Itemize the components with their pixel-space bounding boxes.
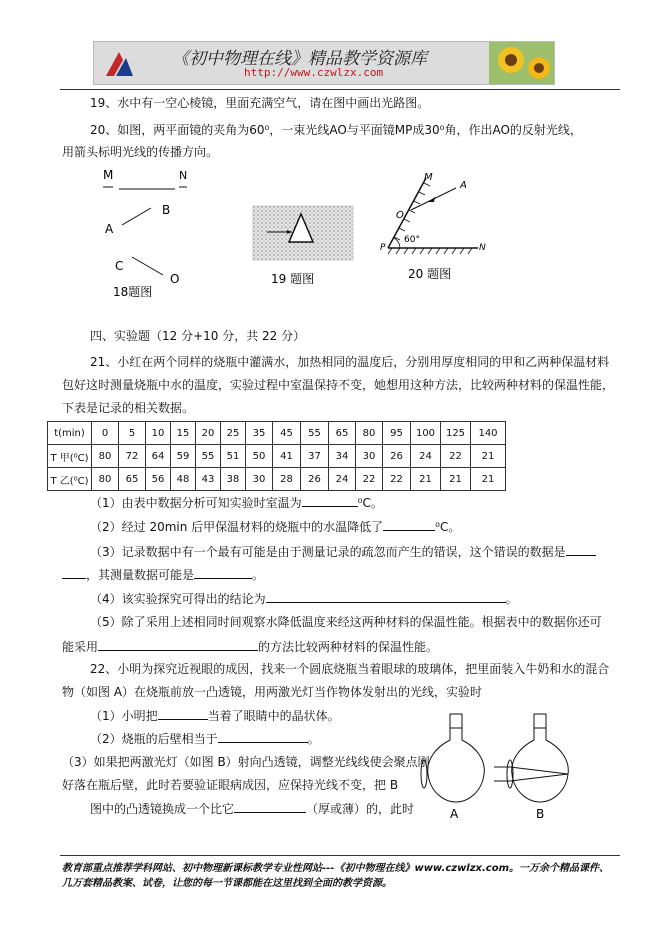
flask-b: [494, 714, 568, 802]
table-cell: 38: [221, 468, 246, 491]
answer-blank[interactable]: [158, 707, 208, 720]
figure-19: [245, 202, 365, 292]
table-cell: 55: [301, 422, 329, 445]
figure-label-b: B: [536, 807, 545, 821]
question-22-line2: 物（如图 A）在烧瓶前放一凸透镜，用两激光灯当作物体发射出的光线，实验时: [62, 685, 483, 699]
table-cell: 80: [92, 445, 119, 468]
table-cell: 30: [356, 445, 383, 468]
table-row-label: T 乙(⁰C): [48, 468, 92, 491]
q21-part2: （2）经过 20min 后甲保温材料的烧瓶中的水温降低了 ⁰C。: [90, 520, 461, 534]
table-cell: 125: [441, 422, 471, 445]
question-19: 19、水中有一空心棱镜，里面充满空气，请在图中画出光路图。: [90, 96, 430, 110]
table-cell: 35: [246, 422, 273, 445]
table-cell: 10: [146, 422, 171, 445]
table-cell: 48: [171, 468, 196, 491]
figure-flasks: [418, 712, 588, 822]
q21-part1: （1）由表中数据分析可知实验时室温为 ⁰C。: [90, 496, 383, 510]
header-rule: [60, 89, 620, 90]
site-logo-icon: [102, 46, 136, 80]
fig20-label-p: P: [380, 243, 386, 253]
q21-part5-line2: 能采用 的方法比较两种材料的保温性能。: [62, 640, 439, 654]
table-cell: 80: [92, 468, 119, 491]
table-cell: 64: [146, 445, 171, 468]
fig18-label-b: B: [162, 203, 171, 217]
table-cell: 22: [356, 468, 383, 491]
table-cell: 21: [471, 445, 506, 468]
table-cell: 24: [411, 445, 441, 468]
temperature-table: [47, 421, 506, 491]
table-cell: 25: [221, 422, 246, 445]
table-cell: 65: [329, 422, 356, 445]
flask-a-neck: [450, 714, 462, 728]
answer-blank[interactable]: [234, 800, 306, 813]
banner-url: http://www.czwlzx.com: [244, 66, 384, 79]
fig18-label-c: C: [115, 259, 124, 273]
footer-rule: [60, 855, 620, 856]
table-cell: 24: [329, 468, 356, 491]
table-cell: 41: [273, 445, 301, 468]
table-header-row: [48, 422, 506, 445]
page-footer: [62, 861, 622, 891]
q21-part3-line1: （3）记录数据中有一个最有可能是由于测量记录的疏忽而产生的错误，这个错误的数据是: [90, 543, 596, 560]
q22-part3-line2: 好落在瓶后壁，此时若要验证眼病成因，应保持光线不变，把 B: [62, 778, 399, 792]
table-cell: 20: [196, 422, 221, 445]
table-row-yi: [48, 468, 506, 491]
table-cell: 21: [411, 468, 441, 491]
table-header-label: t(min): [48, 422, 92, 445]
fig20-label-o: O: [396, 210, 404, 221]
q21-part4: （4）该实验探究可得出的结论为 。: [90, 592, 518, 606]
answer-blank[interactable]: [566, 543, 596, 556]
table-cell: 45: [273, 422, 301, 445]
table-cell: 30: [246, 468, 273, 491]
q22-part3-line1: （3）如果把两激光灯（如图 B）射向凸透镜，调整光线线使会聚点刚: [62, 755, 430, 769]
table-cell: 0: [92, 422, 119, 445]
figure-18: [95, 165, 200, 305]
fig18-label-a: A: [105, 222, 114, 236]
question-21-line2: 包好这时测量烧瓶中水的温度，实验过程中室温保持不变，她想用这种方法，比较两种材料的保温性能，: [62, 378, 615, 392]
answer-blank[interactable]: [302, 494, 358, 507]
answer-blank[interactable]: [194, 566, 252, 579]
table-cell: 34: [329, 445, 356, 468]
table-cell: 22: [383, 468, 411, 491]
answer-blank[interactable]: [98, 638, 258, 651]
table-cell: 72: [119, 445, 146, 468]
table-cell: 140: [471, 422, 506, 445]
question-22-line1: 22、小明为探究近视眼的成因，找来一个圆底烧瓶当着眼球的玻璃体，把里面装入牛奶和水的混合: [90, 662, 610, 676]
table-row-label: T 甲(⁰C): [48, 445, 92, 468]
footer-line1: 教育部重点推荐学科网站、初中物理新课标教学专业性网站---《初中物理在线》www.czwlzx.com。一万余个精品课件、: [62, 863, 610, 874]
flask-b-neck: [534, 714, 546, 728]
question-21-line3: 下表是记录的相关数据。: [62, 401, 195, 415]
table-cell: 95: [383, 422, 411, 445]
fig18-caption: 18题图: [113, 285, 153, 299]
fig19-caption: 19 题图: [271, 272, 315, 286]
flask-a: [421, 714, 484, 802]
q21-part5-line1: （5）除了采用上述相同时间观察水降低温度来经这两种材料的保温性能。根据表中的数据你还可: [90, 615, 602, 629]
fig20-label-n: N: [479, 243, 486, 253]
fig18-label-n: N: [179, 169, 188, 182]
section-4-heading: 四、实验题（12 分+10 分，共 22 分）: [90, 329, 306, 343]
table-cell: 51: [221, 445, 246, 468]
answer-blank[interactable]: [383, 518, 435, 531]
table-cell: 21: [471, 468, 506, 491]
fig20-caption: 20 题图: [408, 267, 452, 281]
figure-label-a: A: [450, 807, 459, 821]
fig18-label-o: O: [170, 272, 180, 286]
figure-20: [378, 170, 498, 288]
table-cell: 22: [441, 445, 471, 468]
footer-line2: 几万套精品教案、试卷，让您的每一节课都能在这里找到全面的教学资源。: [62, 878, 392, 889]
answer-blank[interactable]: [62, 566, 86, 579]
q22-part3-line3: 图中的凸透镜换成一个比它 （厚或薄）的，此时: [90, 802, 415, 816]
question-21-line1: 21、小红在两个同样的烧瓶中灌满水，加热相同的温度后，分别用厚度相同的甲和乙两种保温材料: [90, 355, 610, 369]
q21-part3-line2: ，其测量数据可能是 。: [62, 566, 264, 583]
table-cell: 100: [411, 422, 441, 445]
answer-blank[interactable]: [266, 590, 506, 603]
question-20-line1: 20、如图，两平面镜的夹角为60⁰，一束光线AO与平面镜MP成30⁰角，作出AO的反射光线，: [90, 123, 582, 137]
fig20-label-m: M: [424, 172, 433, 183]
table-cell: 56: [146, 468, 171, 491]
table-cell: 37: [301, 445, 329, 468]
fig20-label-a: A: [460, 180, 467, 191]
fig18-label-m: M: [103, 168, 114, 182]
table-cell: 80: [356, 422, 383, 445]
table-cell: 50: [246, 445, 273, 468]
q22-part1: （1）小明把 当着了眼睛中的晶状体。: [90, 709, 340, 723]
table-cell: 59: [171, 445, 196, 468]
fig20-angle: 60°: [404, 235, 420, 245]
table-cell: 43: [196, 468, 221, 491]
q22-part2: （2）烧瓶的后壁相当于 。: [90, 732, 320, 746]
table-cell: 28: [273, 468, 301, 491]
table-cell: 26: [301, 468, 329, 491]
answer-blank[interactable]: [218, 730, 308, 743]
table-cell: 26: [383, 445, 411, 468]
header-banner: [93, 41, 555, 85]
table-cell: 21: [441, 468, 471, 491]
table-cell: 55: [196, 445, 221, 468]
table-row-jia: [48, 445, 506, 468]
table-cell: 15: [171, 422, 196, 445]
table-cell: 5: [119, 422, 146, 445]
table-cell: 65: [119, 468, 146, 491]
banner-title: 《初中物理在线》精品教学资源库: [172, 49, 427, 69]
question-20-line2: 用箭头标明光线的传播方向。: [62, 145, 219, 159]
sunflower-icon: [489, 42, 554, 84]
